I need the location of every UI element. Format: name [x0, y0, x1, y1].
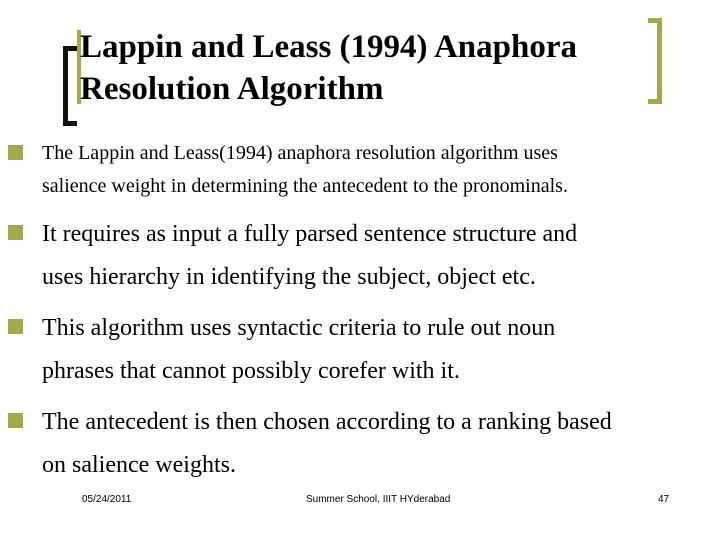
square-bullet-icon	[8, 413, 23, 428]
bullet-1-line-1: The Lappin and Leass(1994) anaphora resolution algorithm uses	[42, 142, 558, 164]
bullet-item-3	[8, 307, 716, 393]
slide-title-line-2: Resolution Algorithm	[80, 71, 384, 107]
title-bracket-left	[63, 46, 77, 126]
footer-date: 05/24/2011	[82, 494, 132, 505]
footer-venue: Summer School, IIIT HYderabad	[306, 494, 451, 505]
square-bullet-icon	[8, 145, 23, 160]
bullet-list	[8, 137, 716, 495]
title-bracket-right	[648, 18, 662, 104]
bullet-2-line-2: uses hierarchy in identifying the subject, object etc.	[42, 264, 536, 290]
bullet-item-1	[8, 137, 716, 203]
bullet-3-line-1: This algorithm uses syntactic criteria to rule out noun	[42, 315, 556, 341]
bullet-4-line-2: on salience weights.	[42, 452, 236, 478]
slide-title	[80, 26, 640, 110]
bullet-item-4	[8, 401, 716, 487]
square-bullet-icon	[8, 225, 23, 240]
slide-title-line-1: Lappin and Leass (1994) Anaphora	[80, 29, 577, 65]
bullet-1-line-2: salience weight in determining the antecedent to the pronominals.	[42, 175, 568, 197]
footer-page-number: 47	[658, 494, 670, 505]
square-bullet-icon	[8, 319, 23, 334]
bullet-item-2	[8, 213, 716, 299]
bullet-2-line-1: It requires as input a fully parsed sentence structure and	[42, 221, 578, 247]
bullet-3-line-2: phrases that cannot possibly corefer with it.	[42, 358, 460, 384]
bullet-4-line-1: The antecedent is then chosen according to a ranking based	[42, 409, 612, 435]
